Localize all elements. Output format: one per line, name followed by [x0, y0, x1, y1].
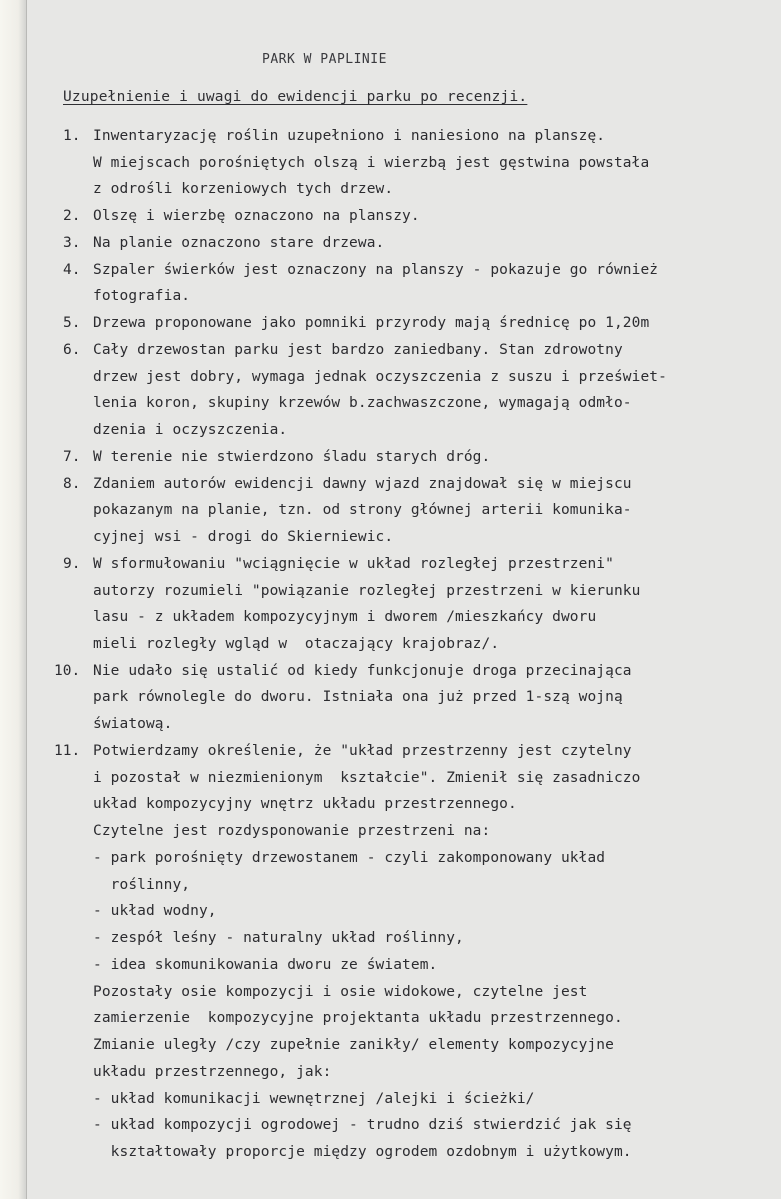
item-text-line: Drzewa proponowane jako pomniki przyrody mają średnicę po 1,20m — [93, 315, 650, 331]
item-text-line: roślinny, — [93, 877, 191, 893]
item-number: 8. — [63, 476, 81, 492]
item-text-line: W terenie nie stwierdzono śladu starych dróg. — [93, 449, 491, 465]
item-text-line: - układ komunikacji wewnętrznej /alejki i ścieżki/ — [93, 1091, 535, 1107]
item-text-line: Pozostały osie kompozycji i osie widokowe, czytelne jest — [93, 984, 588, 1000]
document-subtitle: Uzupełnienie i uwagi do ewidencji parku po recenzji. — [63, 89, 528, 105]
item-text-line: lenia koron, skupiny krzewów b.zachwaszczone, wymagają odmło- — [93, 395, 632, 411]
item-text-line: autorzy rozumieli "powiązanie rozległej przestrzeni w kierunku — [93, 583, 641, 599]
item-text-line: park równolegle do dworu. Istniała ona już przed 1-szą wojną — [93, 689, 623, 705]
item-text-line: - idea skomunikowania dworu ze światem. — [93, 957, 438, 973]
item-number: 9. — [63, 556, 81, 572]
document-title: PARK W PAPLINIE — [262, 52, 387, 67]
item-text-line: Szpaler świerków jest oznaczony na planszy - pokazuje go również — [93, 262, 659, 278]
item-number: 7. — [63, 449, 81, 465]
item-text-line: Czytelne jest rozdysponowanie przestrzeni na: — [93, 823, 491, 839]
item-text-line: Potwierdzamy określenie, że "układ przestrzenny jest czytelny — [93, 743, 632, 759]
item-text-line: lasu - z układem kompozycyjnym i dworem /mieszkańcy dworu — [93, 609, 597, 625]
item-text-line: układu przestrzennego, jak: — [93, 1064, 332, 1080]
item-text-line: W miejscach porośniętych olszą i wierzbą jest gęstwina powstała — [93, 155, 650, 171]
item-text-line: fotografia. — [93, 288, 191, 304]
item-number: 11. — [54, 743, 81, 759]
item-text-line: cyjnej wsi - drogi do Skierniewic. — [93, 529, 394, 545]
item-text-line: Inwentaryzację roślin uzupełniono i naniesiono na planszę. — [93, 128, 606, 144]
item-number: 5. — [63, 315, 81, 331]
item-number: 10. — [54, 663, 81, 679]
item-text-line: i pozostał w niezmienionym kształcie". Zmienił się zasadniczo — [93, 770, 641, 786]
item-text-line: Na planie oznaczono stare drzewa. — [93, 235, 385, 251]
item-text-line: - układ wodny, — [93, 903, 217, 919]
item-text-line: z odrośli korzeniowych tych drzew. — [93, 181, 394, 197]
item-number: 4. — [63, 262, 81, 278]
item-text-line: W sformułowaniu "wciągnięcie w układ rozległej przestrzeni" — [93, 556, 614, 572]
item-text-line: drzew jest dobry, wymaga jednak oczyszczenia z suszu i przeświet- — [93, 369, 667, 385]
item-number: 2. — [63, 208, 81, 224]
item-text-line: układ kompozycyjny wnętrz układu przestrzennego. — [93, 796, 517, 812]
item-number: 3. — [63, 235, 81, 251]
item-text-line: mieli rozległy wgląd w otaczający krajobraz/. — [93, 636, 500, 652]
item-text-line: zamierzenie kompozycyjne projektanta układu przestrzennego. — [93, 1010, 623, 1026]
item-text-line: dzenia i oczyszczenia. — [93, 422, 288, 438]
item-text-line: Zmianie uległy /czy zupełnie zanikły/ elementy kompozycyjne — [93, 1037, 614, 1053]
item-text-line: Cały drzewostan parku jest bardzo zaniedbany. Stan zdrowotny — [93, 342, 623, 358]
item-text-line: - układ kompozycji ogrodowej - trudno dziś stwierdzić jak się — [93, 1117, 632, 1133]
item-number: 6. — [63, 342, 81, 358]
item-text-line: Zdaniem autorów ewidencji dawny wjazd znajdował się w miejscu — [93, 476, 632, 492]
item-text-line: kształtowały proporcje między ogrodem ozdobnym i użytkowym. — [93, 1144, 632, 1160]
item-text-line: pokazanym na planie, tzn. od strony głównej arterii komunika- — [93, 502, 632, 518]
item-text-line: Olszę i wierzbę oznaczono na planszy. — [93, 208, 420, 224]
item-text-line: Nie udało się ustalić od kiedy funkcjonuje droga przecinająca — [93, 663, 632, 679]
item-number: 1. — [63, 128, 81, 144]
item-text-line: - zespół leśny - naturalny układ roślinny, — [93, 930, 464, 946]
item-text-line: - park porośnięty drzewostanem - czyli zakomponowany układ — [93, 850, 606, 866]
paper-edge-strip — [0, 0, 27, 1199]
item-text-line: światową. — [93, 716, 173, 732]
